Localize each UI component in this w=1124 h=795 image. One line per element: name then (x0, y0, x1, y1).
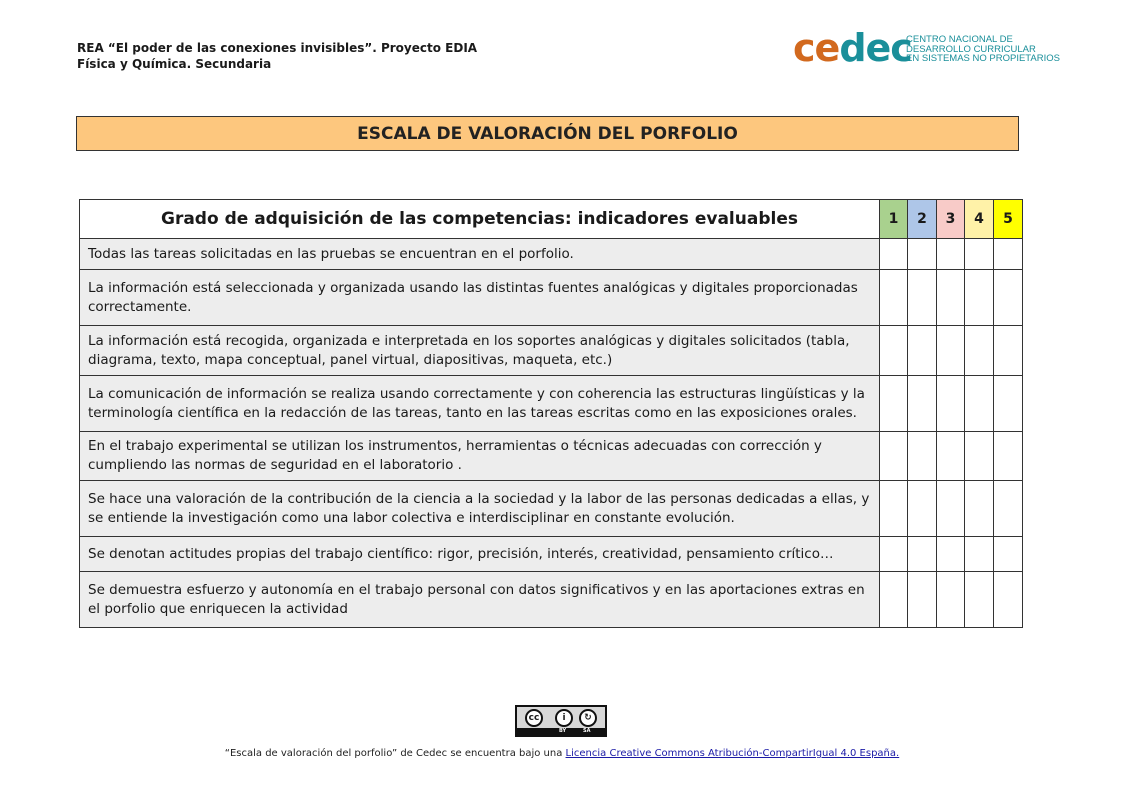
criterion-text: La información está recogida, organizada e interpretada en los soportes analógicas y digitales solicitados (tabla, diagrama, texto, mapa conceptual, panel virtual, diapositivas, maqueta, etc.) (80, 326, 880, 376)
score-cell-level-1[interactable] (880, 239, 908, 270)
rubric-row (80, 572, 1023, 628)
criterion-text: Se denotan actitudes propias del trabajo científico: rigor, precisión, interés, creatividad, pensamiento crítico… (80, 537, 880, 572)
score-cell-level-5[interactable] (994, 326, 1023, 376)
score-cell-level-2[interactable] (908, 572, 937, 628)
license-link[interactable]: Licencia Creative Commons Atribución-CompartirIgual 4.0 España. (565, 748, 900, 759)
share-alike-icon: ↻ (579, 709, 597, 727)
score-cell-level-1[interactable] (880, 537, 908, 572)
level-1-header: 1 (880, 200, 908, 239)
criterion-text: Se demuestra esfuerzo y autonomía en el trabajo personal con datos significativos y en las aportaciones extras en el porfolio que enriquecen la actividad (80, 572, 880, 628)
cc-by-label: BY (559, 728, 567, 734)
level-3-header: 3 (937, 200, 965, 239)
score-cell-level-3[interactable] (937, 432, 965, 481)
score-cell-level-2[interactable] (908, 537, 937, 572)
score-cell-level-5[interactable] (994, 572, 1023, 628)
score-cell-level-4[interactable] (965, 270, 994, 326)
level-2-header: 2 (908, 200, 937, 239)
score-cell-level-4[interactable] (965, 376, 994, 432)
score-cell-level-1[interactable] (880, 432, 908, 481)
cedec-logo-word: cedec (793, 26, 912, 70)
score-cell-level-3[interactable] (937, 376, 965, 432)
header-project-title: REA “El poder de las conexiones invisibles”. Proyecto EDIA (77, 41, 478, 55)
score-cell-level-5[interactable] (994, 537, 1023, 572)
cc-sa-label: SA (583, 728, 591, 734)
criterion-text: Todas las tareas solicitadas en las pruebas se encuentran en el porfolio. (80, 239, 880, 270)
score-cell-level-4[interactable] (965, 432, 994, 481)
criterion-text: En el trabajo experimental se utilizan los instrumentos, herramientas o técnicas adecuadas con corrección y cumpliendo las normas de seguridad en el laboratorio . (80, 432, 880, 481)
rubric-header-row (80, 200, 1023, 239)
rubric-row (80, 239, 1023, 270)
creative-commons-badge (515, 705, 607, 737)
score-cell-level-5[interactable] (994, 481, 1023, 537)
page-title-banner: ESCALA DE VALORACIÓN DEL PORFOLIO (76, 116, 1019, 151)
score-cell-level-1[interactable] (880, 326, 908, 376)
rubric-header-title: Grado de adquisición de las competencias: indicadores evaluables (80, 200, 880, 239)
cc-badge-label-bar (517, 728, 605, 735)
score-cell-level-2[interactable] (908, 326, 937, 376)
score-cell-level-5[interactable] (994, 432, 1023, 481)
score-cell-level-1[interactable] (880, 572, 908, 628)
score-cell-level-2[interactable] (908, 239, 937, 270)
license-text: “Escala de valoración del porfolio” de Cedec se encuentra bajo una (224, 748, 566, 759)
score-cell-level-4[interactable] (965, 481, 994, 537)
rubric-row (80, 481, 1023, 537)
level-4-header: 4 (965, 200, 994, 239)
rubric-table (79, 199, 1023, 628)
score-cell-level-1[interactable] (880, 481, 908, 537)
rubric-row (80, 376, 1023, 432)
rubric-row (80, 326, 1023, 376)
score-cell-level-1[interactable] (880, 270, 908, 326)
score-cell-level-2[interactable] (908, 376, 937, 432)
score-cell-level-4[interactable] (965, 537, 994, 572)
score-cell-level-5[interactable] (994, 376, 1023, 432)
criterion-text: La comunicación de información se realiza usando correctamente y con coherencia las estructuras lingüísticas y la terminología científica en la redacción de las tareas, tanto en las tareas escritas como en las exposiciones orales. (80, 376, 880, 432)
score-cell-level-1[interactable] (880, 376, 908, 432)
score-cell-level-4[interactable] (965, 572, 994, 628)
level-5-header: 5 (994, 200, 1023, 239)
rubric-row (80, 270, 1023, 326)
cedec-logo-subtitle: CENTRO NACIONAL DE DESARROLLO CURRICULAR EN SISTEMAS NO PROPIETARIOS (906, 34, 1060, 64)
criterion-text: La información está seleccionada y organizada usando las distintas fuentes analógicas y digitales proporcionadas correctamente. (80, 270, 880, 326)
rubric-row (80, 537, 1023, 572)
score-cell-level-3[interactable] (937, 572, 965, 628)
attribution-icon: i (555, 709, 573, 727)
document-header (77, 40, 477, 72)
score-cell-level-3[interactable] (937, 270, 965, 326)
score-cell-level-5[interactable] (994, 270, 1023, 326)
score-cell-level-5[interactable] (994, 239, 1023, 270)
score-cell-level-2[interactable] (908, 432, 937, 481)
score-cell-level-2[interactable] (908, 270, 937, 326)
criterion-text: Se hace una valoración de la contribución de la ciencia a la sociedad y la labor de las personas dedicadas a ellas, y se entiende la investigación como una labor colectiva e interdisciplinar en constante evolución. (80, 481, 880, 537)
score-cell-level-4[interactable] (965, 239, 994, 270)
license-footer (0, 748, 1124, 759)
score-cell-level-3[interactable] (937, 481, 965, 537)
rubric-row (80, 432, 1023, 481)
header-subject: Física y Química. Secundaria (77, 57, 272, 71)
score-cell-level-2[interactable] (908, 481, 937, 537)
score-cell-level-3[interactable] (937, 239, 965, 270)
score-cell-level-3[interactable] (937, 326, 965, 376)
cc-icon: cc (525, 709, 543, 727)
score-cell-level-3[interactable] (937, 537, 965, 572)
score-cell-level-4[interactable] (965, 326, 994, 376)
